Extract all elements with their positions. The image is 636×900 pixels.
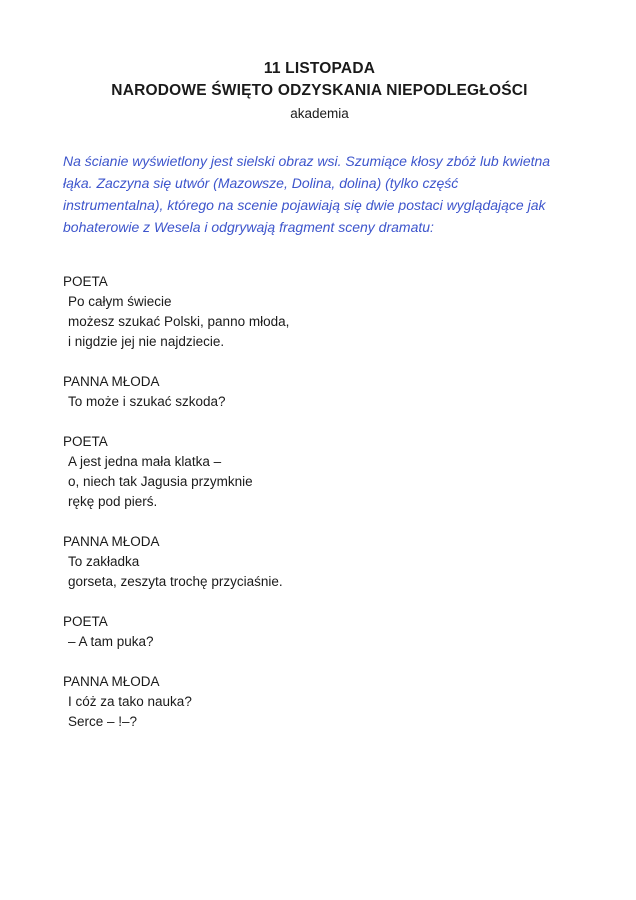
dialogue-block <box>63 372 576 412</box>
dialogue-line: i nigdzie jej nie najdziecie. <box>68 334 225 349</box>
dialogue-line: I cóż za tako nauka? <box>68 694 192 709</box>
title-line-2: NARODOWE ŚWIĘTO ODZYSKANIA NIEPODLEGŁOŚCI <box>111 82 528 99</box>
dialogue-block <box>63 432 576 512</box>
speaker-name: POETA <box>63 434 108 449</box>
dialogue-line: To może i szukać szkoda? <box>68 394 226 409</box>
title-line-1: 11 LISTOPADA <box>263 60 376 77</box>
dialogue-line: Po całym świecie <box>68 294 172 309</box>
subtitle: akademia <box>290 106 349 121</box>
speaker-name: POETA <box>63 274 108 289</box>
dialogue-line: A jest jedna mała klatka – <box>68 454 222 469</box>
stage-direction: Na ścianie wyświetlony jest sielski obraz wsi. Szumiące kłosy zbóż lub kwietna łąka. Zaczyna się utwór (Mazowsze, Dolina, dolina) (tylko część instrumentalna), którego na scenie pojawiają się dwie postaci wyglądające jak bohaterowie z Wesela i odgrywają fragment sceny dramatu: <box>63 153 551 235</box>
document-header <box>63 58 576 124</box>
dialogue-line: rękę pod pierś. <box>68 494 158 509</box>
dialogue-block <box>63 612 576 652</box>
dialogue-line: To zakładka <box>68 554 140 569</box>
dialogue-line: możesz szukać Polski, panno młoda, <box>68 314 290 329</box>
dialogue-block <box>63 672 576 732</box>
dialogue-line: Serce – !–? <box>68 714 138 729</box>
speaker-name: POETA <box>63 614 108 629</box>
dialogue-block <box>63 272 576 352</box>
dialogue-line: o, niech tak Jagusia przymknie <box>68 474 253 489</box>
dialogue-line: – A tam puka? <box>68 634 154 649</box>
dialogue-line: gorseta, zeszyta trochę przyciaśnie. <box>68 574 283 589</box>
dialogue-block <box>63 532 576 592</box>
speaker-name: PANNA MŁODA <box>63 674 160 689</box>
speaker-name: PANNA MŁODA <box>63 534 160 549</box>
dialogue-section <box>63 272 576 732</box>
speaker-name: PANNA MŁODA <box>63 374 160 389</box>
